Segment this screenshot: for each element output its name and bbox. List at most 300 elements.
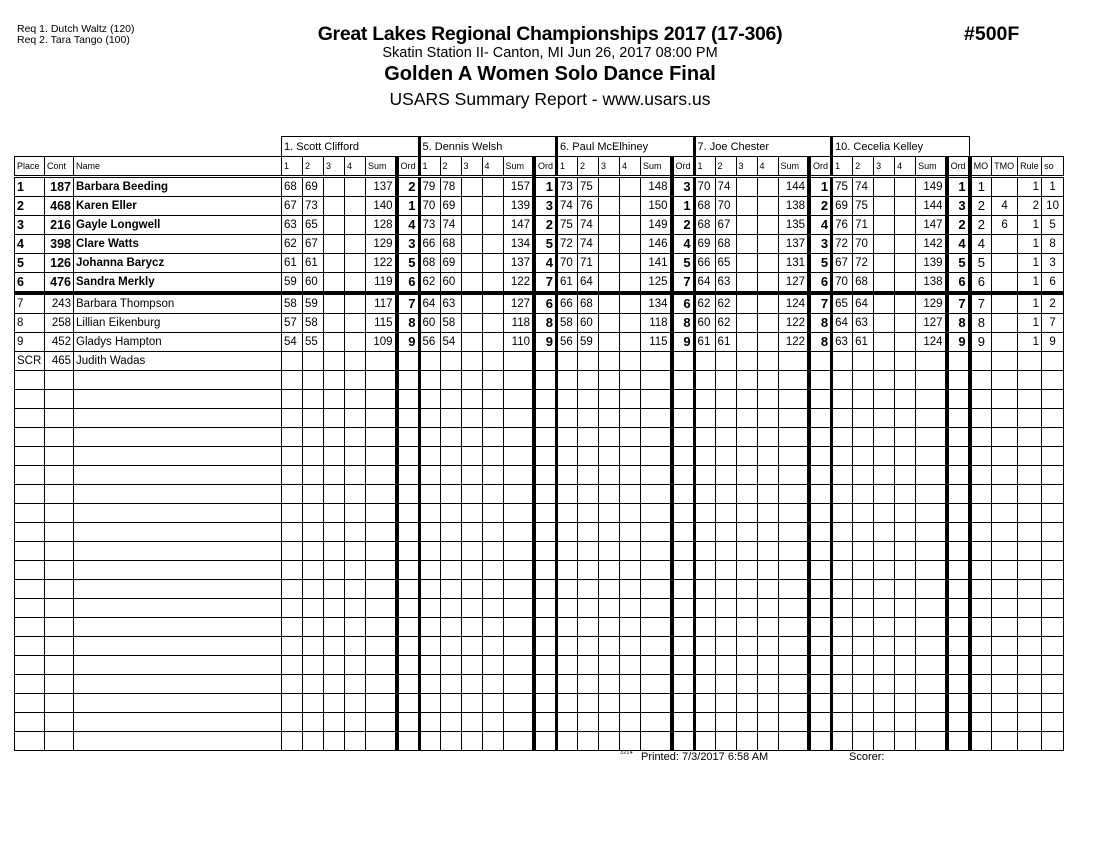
judge-score: 74 [715, 177, 736, 197]
empty-cell [736, 428, 757, 447]
judge-score [324, 177, 345, 197]
empty-cell [482, 466, 503, 485]
empty-cell [419, 694, 440, 713]
judge-score: 71 [853, 216, 874, 235]
empty-cell [874, 713, 895, 732]
empty-cell [534, 561, 557, 580]
judge-ordinal: 1 [947, 177, 970, 197]
empty-cell [15, 675, 45, 694]
empty-cell [74, 485, 282, 504]
empty-cell [947, 523, 970, 542]
judge-score [345, 293, 366, 314]
judge-sum: 115 [641, 333, 672, 352]
empty-cell [74, 447, 282, 466]
empty-cell [419, 504, 440, 523]
empty-cell [15, 732, 45, 751]
empty-cell [461, 523, 482, 542]
empty-cell [853, 447, 874, 466]
empty-cell [1042, 599, 1064, 618]
contestant-number: 476 [45, 273, 74, 294]
empty-cell [440, 428, 461, 447]
col-judge-2: 2 [440, 157, 461, 177]
empty-cell [736, 542, 757, 561]
empty-cell [736, 732, 757, 751]
empty-cell [45, 390, 74, 409]
judge-ordinal: 2 [397, 177, 420, 197]
empty-cell [534, 466, 557, 485]
empty-cell [461, 618, 482, 637]
col-judge-2: 2 [715, 157, 736, 177]
empty-cell [853, 618, 874, 637]
empty-cell [641, 409, 672, 428]
requirement-2: Req 2. Tara Tango (100) [17, 34, 130, 46]
judge-score [324, 254, 345, 273]
empty-cell [303, 371, 324, 390]
empty-cell [282, 428, 303, 447]
col-judge-sum: Sum [366, 157, 397, 177]
empty-cell [736, 561, 757, 580]
empty-cell [15, 447, 45, 466]
rule-cell: 1 [1018, 333, 1042, 352]
empty-cell [970, 561, 992, 580]
judge-score [345, 333, 366, 352]
empty-cell [672, 694, 695, 713]
judge-score [895, 273, 916, 294]
rule-cell: 1 [1018, 216, 1042, 235]
empty-cell [303, 637, 324, 656]
empty-cell [45, 409, 74, 428]
empty-cell [578, 732, 599, 751]
judge-ordinal: 2 [672, 216, 695, 235]
empty-cell [694, 428, 715, 447]
judge-score [736, 293, 757, 314]
empty-cell [461, 580, 482, 599]
empty-cell [736, 390, 757, 409]
empty-cell [366, 390, 397, 409]
empty-cell [15, 618, 45, 637]
judge-score: 54 [440, 333, 461, 352]
empty-cell [895, 447, 916, 466]
empty-cell [809, 713, 832, 732]
empty-cell [557, 561, 578, 580]
empty-cell [620, 732, 641, 751]
empty-cell [757, 732, 778, 751]
judge-score [874, 352, 895, 371]
empty-cell [757, 371, 778, 390]
empty-cell [303, 713, 324, 732]
judge-sum: 134 [503, 235, 534, 254]
empty-cell [970, 485, 992, 504]
judge-score [895, 333, 916, 352]
empty-cell [874, 466, 895, 485]
tmo-cell [992, 293, 1018, 314]
empty-cell [895, 618, 916, 637]
contestant-number: 216 [45, 216, 74, 235]
so-cell: 3 [1042, 254, 1064, 273]
empty-cell [397, 713, 420, 732]
empty-cell [1042, 371, 1064, 390]
empty-cell [916, 675, 947, 694]
judge-score: 68 [578, 293, 599, 314]
judge-sum: 147 [916, 216, 947, 235]
empty-cell [736, 504, 757, 523]
mo-cell: 4 [970, 235, 992, 254]
judge-score [419, 352, 440, 371]
judge-score: 73 [419, 216, 440, 235]
empty-cell [778, 447, 809, 466]
empty-cell [15, 599, 45, 618]
empty-cell [715, 561, 736, 580]
empty-cell [282, 580, 303, 599]
empty-cell [874, 637, 895, 656]
empty-cell [992, 732, 1018, 751]
empty-cell [895, 428, 916, 447]
judge-sum: 134 [641, 293, 672, 314]
judge-score: 68 [694, 197, 715, 216]
judge-score [345, 177, 366, 197]
empty-cell [970, 504, 992, 523]
col-judge-1: 1 [557, 157, 578, 177]
table-row [15, 293, 1064, 314]
empty-cell [757, 485, 778, 504]
empty-cell [736, 409, 757, 428]
empty-cell [832, 618, 853, 637]
empty-row [15, 675, 1064, 694]
empty-cell [282, 409, 303, 428]
judge-ordinal [397, 352, 420, 371]
judge-ordinal: 7 [809, 293, 832, 314]
judge-score [874, 216, 895, 235]
empty-cell [482, 409, 503, 428]
empty-cell [853, 732, 874, 751]
mo-cell: 6 [970, 273, 992, 294]
judge-name: 5. Dennis Welsh [419, 137, 557, 157]
empty-cell [345, 694, 366, 713]
empty-cell [832, 504, 853, 523]
empty-cell [1042, 409, 1064, 428]
judge-score: 70 [715, 197, 736, 216]
mo-cell: 8 [970, 314, 992, 333]
judge-score: 73 [557, 177, 578, 197]
judge-score [620, 314, 641, 333]
empty-cell [440, 390, 461, 409]
judge-score: 79 [419, 177, 440, 197]
judge-score [440, 352, 461, 371]
empty-cell [916, 428, 947, 447]
empty-cell [832, 466, 853, 485]
empty-cell [366, 675, 397, 694]
empty-cell [599, 637, 620, 656]
judge-score [461, 216, 482, 235]
competition-title: Great Lakes Regional Championships 2017 (17-306) [317, 23, 783, 45]
tmo-cell [992, 333, 1018, 352]
empty-cell [1042, 656, 1064, 675]
empty-cell [736, 618, 757, 637]
judge-score: 61 [853, 333, 874, 352]
empty-cell [282, 561, 303, 580]
empty-cell [947, 618, 970, 637]
empty-cell [895, 542, 916, 561]
empty-cell [15, 504, 45, 523]
tmo-cell [992, 254, 1018, 273]
judge-ordinal: 7 [672, 273, 695, 294]
empty-cell [440, 409, 461, 428]
judge-score: 69 [694, 235, 715, 254]
empty-cell [397, 580, 420, 599]
empty-row [15, 732, 1064, 751]
empty-cell [672, 390, 695, 409]
empty-cell [947, 390, 970, 409]
judge-score [599, 293, 620, 314]
judge-sum: 129 [916, 293, 947, 314]
empty-cell [947, 466, 970, 485]
judge-score [874, 314, 895, 333]
empty-cell [992, 599, 1018, 618]
judge-score: 69 [832, 197, 853, 216]
empty-cell [503, 732, 534, 751]
empty-cell [324, 485, 345, 504]
empty-cell [736, 637, 757, 656]
rule-cell: 1 [1018, 177, 1042, 197]
empty-cell [45, 447, 74, 466]
empty-cell [916, 523, 947, 542]
empty-cell [45, 713, 74, 732]
contestant-name: Sandra Merkly [74, 273, 282, 294]
empty-cell [366, 713, 397, 732]
empty-cell [534, 656, 557, 675]
judge-sum [916, 352, 947, 371]
empty-cell [1042, 675, 1064, 694]
tmo-cell: 4 [992, 197, 1018, 216]
empty-cell [534, 637, 557, 656]
empty-cell [397, 371, 420, 390]
tmo-cell [992, 352, 1018, 371]
judge-sum: 137 [366, 177, 397, 197]
judge-score [874, 273, 895, 294]
empty-cell [895, 694, 916, 713]
empty-cell [672, 656, 695, 675]
empty-cell [503, 713, 534, 732]
judge-ordinal: 7 [534, 273, 557, 294]
empty-cell [916, 447, 947, 466]
contestant-number: 452 [45, 333, 74, 352]
col-tmo: TMO [992, 157, 1018, 177]
empty-cell [45, 371, 74, 390]
judge-score: 76 [578, 197, 599, 216]
empty-cell [303, 561, 324, 580]
empty-cell [970, 675, 992, 694]
empty-cell [916, 656, 947, 675]
empty-cell [757, 694, 778, 713]
empty-cell [345, 485, 366, 504]
empty-cell [578, 523, 599, 542]
empty-cell [916, 371, 947, 390]
empty-cell [45, 580, 74, 599]
contestant-number: 465 [45, 352, 74, 371]
empty-cell [874, 675, 895, 694]
empty-cell [303, 656, 324, 675]
empty-cell [557, 656, 578, 675]
judge-score: 62 [694, 293, 715, 314]
empty-cell [874, 580, 895, 599]
empty-cell [916, 713, 947, 732]
empty-cell [641, 523, 672, 542]
empty-cell [715, 732, 736, 751]
judge-sum [503, 352, 534, 371]
place-cell: 9 [15, 333, 45, 352]
judge-ordinal: 2 [947, 216, 970, 235]
empty-cell [620, 694, 641, 713]
judge-sum: 115 [366, 314, 397, 333]
judge-ordinal: 6 [947, 273, 970, 294]
empty-cell [534, 390, 557, 409]
empty-cell [482, 390, 503, 409]
judge-ordinal: 8 [809, 314, 832, 333]
empty-cell [809, 428, 832, 447]
empty-cell [282, 656, 303, 675]
judge-score: 60 [694, 314, 715, 333]
empty-cell [620, 409, 641, 428]
empty-cell [992, 656, 1018, 675]
empty-cell [397, 485, 420, 504]
empty-cell [641, 656, 672, 675]
empty-cell [1018, 580, 1042, 599]
judge-ordinal: 6 [672, 293, 695, 314]
judge-score: 61 [282, 254, 303, 273]
empty-cell [874, 599, 895, 618]
empty-cell [324, 523, 345, 542]
judge-sum [778, 352, 809, 371]
empty-cell [970, 713, 992, 732]
judge-score [895, 254, 916, 273]
empty-cell [694, 390, 715, 409]
empty-cell [482, 713, 503, 732]
empty-cell [282, 390, 303, 409]
empty-cell [74, 428, 282, 447]
tmo-cell: 6 [992, 216, 1018, 235]
empty-cell [345, 542, 366, 561]
empty-cell [874, 618, 895, 637]
so-cell: 6 [1042, 273, 1064, 294]
so-cell [1042, 352, 1064, 371]
judge-sum: 118 [641, 314, 672, 333]
empty-cell [324, 694, 345, 713]
empty-cell [641, 371, 672, 390]
empty-cell [482, 561, 503, 580]
empty-cell [757, 523, 778, 542]
judge-score [303, 352, 324, 371]
empty-cell [397, 409, 420, 428]
empty-cell [757, 618, 778, 637]
empty-cell [503, 618, 534, 637]
empty-cell [895, 599, 916, 618]
judge-score [757, 197, 778, 216]
empty-cell [366, 542, 397, 561]
empty-cell [620, 542, 641, 561]
judge-score [736, 177, 757, 197]
col-judge-1: 1 [282, 157, 303, 177]
empty-cell [345, 561, 366, 580]
judge-score: 69 [440, 197, 461, 216]
judge-score [345, 216, 366, 235]
contestant-number: 243 [45, 293, 74, 314]
rule-cell: 1 [1018, 273, 1042, 294]
empty-cell [672, 561, 695, 580]
empty-cell [45, 428, 74, 447]
empty-cell [853, 485, 874, 504]
empty-cell [1018, 694, 1042, 713]
empty-cell [947, 447, 970, 466]
empty-cell [778, 732, 809, 751]
judge-score [324, 314, 345, 333]
judge-ordinal: 5 [809, 254, 832, 273]
empty-cell [534, 409, 557, 428]
empty-cell [345, 732, 366, 751]
col-judge-ord: Ord [809, 157, 832, 177]
empty-cell [15, 713, 45, 732]
empty-cell [895, 561, 916, 580]
empty-cell [1042, 580, 1064, 599]
empty-cell [578, 713, 599, 732]
empty-cell [672, 371, 695, 390]
empty-cell [74, 542, 282, 561]
empty-cell [15, 694, 45, 713]
empty-cell [715, 485, 736, 504]
empty-cell [916, 618, 947, 637]
event-title: Golden A Women Solo Dance Final [384, 63, 716, 85]
empty-cell [992, 485, 1018, 504]
empty-cell [578, 675, 599, 694]
empty-cell [440, 637, 461, 656]
empty-cell [694, 732, 715, 751]
judge-score: 65 [832, 293, 853, 314]
empty-cell [482, 523, 503, 542]
judge-score [482, 235, 503, 254]
empty-cell [419, 713, 440, 732]
judge-sum: 148 [641, 177, 672, 197]
judge-ordinal: 8 [672, 314, 695, 333]
empty-cell [620, 656, 641, 675]
judge-score [874, 177, 895, 197]
empty-cell [778, 523, 809, 542]
empty-cell [461, 599, 482, 618]
contestant-number: 258 [45, 314, 74, 333]
empty-cell [947, 561, 970, 580]
empty-cell [345, 428, 366, 447]
judge-ordinal [672, 352, 695, 371]
contestant-name: Gladys Hampton [74, 333, 282, 352]
judge-name: 7. Joe Chester [694, 137, 832, 157]
empty-cell [809, 580, 832, 599]
empty-cell [440, 523, 461, 542]
empty-cell [503, 675, 534, 694]
empty-cell [874, 371, 895, 390]
empty-cell [599, 732, 620, 751]
empty-cell [599, 675, 620, 694]
judge-sum: 119 [366, 273, 397, 294]
judge-sum: 118 [503, 314, 534, 333]
empty-cell [895, 580, 916, 599]
empty-cell [461, 504, 482, 523]
judge-sum: 142 [916, 235, 947, 254]
judge-score [324, 216, 345, 235]
results-table [14, 136, 1064, 751]
judge-score [757, 216, 778, 235]
empty-cell [282, 542, 303, 561]
empty-cell [947, 675, 970, 694]
empty-cell [970, 580, 992, 599]
col-judge-ord: Ord [397, 157, 420, 177]
